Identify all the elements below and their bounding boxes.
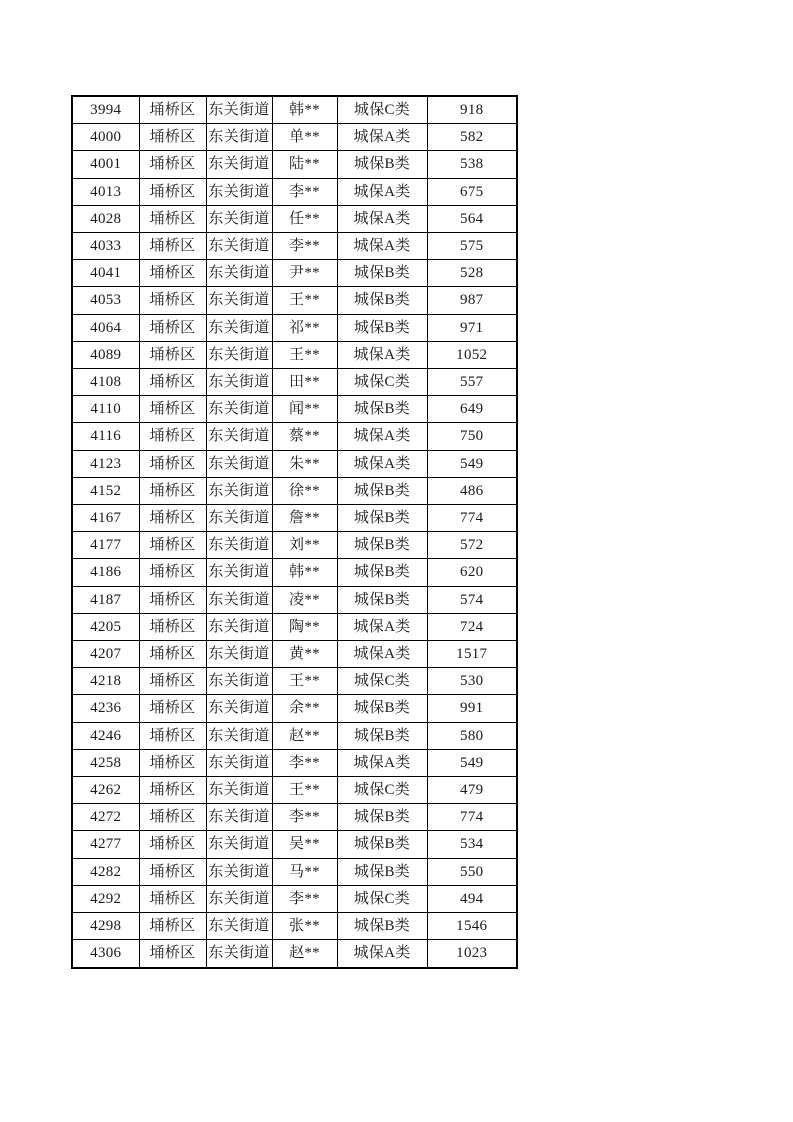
cell-district: 埇桥区 — [139, 668, 206, 695]
cell-category: 城保C类 — [337, 96, 427, 124]
cell-district: 埇桥区 — [139, 885, 206, 912]
cell-district: 埇桥区 — [139, 260, 206, 287]
cell-serial-number: 4205 — [72, 613, 139, 640]
cell-masked-name: 李** — [272, 804, 337, 831]
cell-street: 东关街道 — [206, 532, 272, 559]
cell-masked-name: 李** — [272, 885, 337, 912]
cell-amount: 918 — [427, 96, 517, 124]
cell-masked-name: 赵** — [272, 722, 337, 749]
table-row — [72, 151, 517, 178]
cell-category: 城保B类 — [337, 287, 427, 314]
cell-district: 埇桥区 — [139, 151, 206, 178]
cell-category: 城保A类 — [337, 205, 427, 232]
cell-category: 城保B类 — [337, 722, 427, 749]
table-row — [72, 831, 517, 858]
table-row — [72, 423, 517, 450]
cell-category: 城保C类 — [337, 885, 427, 912]
cell-category: 城保B类 — [337, 913, 427, 940]
cell-amount: 549 — [427, 450, 517, 477]
cell-street: 东关街道 — [206, 96, 272, 124]
cell-district: 埇桥区 — [139, 96, 206, 124]
cell-street: 东关街道 — [206, 559, 272, 586]
cell-amount: 530 — [427, 668, 517, 695]
table-row — [72, 450, 517, 477]
cell-street: 东关街道 — [206, 777, 272, 804]
cell-street: 东关街道 — [206, 341, 272, 368]
cell-serial-number: 4207 — [72, 641, 139, 668]
cell-category: 城保A类 — [337, 178, 427, 205]
cell-district: 埇桥区 — [139, 940, 206, 968]
cell-category: 城保B类 — [337, 858, 427, 885]
cell-district: 埇桥区 — [139, 124, 206, 151]
table-row — [72, 559, 517, 586]
table-row — [72, 641, 517, 668]
cell-serial-number: 4000 — [72, 124, 139, 151]
table-row — [72, 804, 517, 831]
cell-amount: 724 — [427, 613, 517, 640]
cell-category: 城保A类 — [337, 423, 427, 450]
cell-district: 埇桥区 — [139, 749, 206, 776]
cell-serial-number: 4064 — [72, 314, 139, 341]
cell-category: 城保B类 — [337, 260, 427, 287]
cell-serial-number: 4186 — [72, 559, 139, 586]
cell-street: 东关街道 — [206, 831, 272, 858]
cell-masked-name: 凌** — [272, 586, 337, 613]
cell-serial-number: 4262 — [72, 777, 139, 804]
cell-category: 城保C类 — [337, 668, 427, 695]
cell-district: 埇桥区 — [139, 287, 206, 314]
cell-street: 东关街道 — [206, 885, 272, 912]
cell-amount: 675 — [427, 178, 517, 205]
cell-masked-name: 王** — [272, 287, 337, 314]
cell-category: 城保B类 — [337, 314, 427, 341]
table-row — [72, 369, 517, 396]
cell-street: 东关街道 — [206, 804, 272, 831]
cell-district: 埇桥区 — [139, 586, 206, 613]
cell-street: 东关街道 — [206, 260, 272, 287]
cell-district: 埇桥区 — [139, 722, 206, 749]
table-row — [72, 260, 517, 287]
cell-amount: 649 — [427, 396, 517, 423]
table-row — [72, 233, 517, 260]
cell-district: 埇桥区 — [139, 369, 206, 396]
cell-category: 城保A类 — [337, 124, 427, 151]
cell-serial-number: 4089 — [72, 341, 139, 368]
cell-amount: 620 — [427, 559, 517, 586]
cell-serial-number: 4028 — [72, 205, 139, 232]
cell-serial-number: 4116 — [72, 423, 139, 450]
cell-masked-name: 王** — [272, 668, 337, 695]
cell-street: 东关街道 — [206, 695, 272, 722]
table-row — [72, 396, 517, 423]
cell-amount: 528 — [427, 260, 517, 287]
cell-category: 城保A类 — [337, 641, 427, 668]
cell-amount: 991 — [427, 695, 517, 722]
table-row — [72, 858, 517, 885]
cell-serial-number: 4292 — [72, 885, 139, 912]
cell-district: 埇桥区 — [139, 314, 206, 341]
cell-amount: 549 — [427, 749, 517, 776]
table-row — [72, 777, 517, 804]
cell-category: 城保A类 — [337, 940, 427, 968]
cell-street: 东关街道 — [206, 369, 272, 396]
table-row — [72, 532, 517, 559]
table-row — [72, 477, 517, 504]
cell-masked-name: 李** — [272, 178, 337, 205]
cell-street: 东关街道 — [206, 205, 272, 232]
cell-masked-name: 陶** — [272, 613, 337, 640]
cell-amount: 750 — [427, 423, 517, 450]
cell-district: 埇桥区 — [139, 450, 206, 477]
cell-category: 城保B类 — [337, 831, 427, 858]
cell-amount: 1546 — [427, 913, 517, 940]
cell-street: 东关街道 — [206, 423, 272, 450]
cell-masked-name: 刘** — [272, 532, 337, 559]
cell-masked-name: 黄** — [272, 641, 337, 668]
cell-district: 埇桥区 — [139, 505, 206, 532]
cell-serial-number: 4218 — [72, 668, 139, 695]
cell-district: 埇桥区 — [139, 477, 206, 504]
cell-district: 埇桥区 — [139, 423, 206, 450]
cell-amount: 582 — [427, 124, 517, 151]
subsidy-list-table — [71, 95, 518, 969]
cell-serial-number: 4110 — [72, 396, 139, 423]
table-row — [72, 885, 517, 912]
cell-category: 城保C类 — [337, 369, 427, 396]
cell-masked-name: 蔡** — [272, 423, 337, 450]
table-row — [72, 178, 517, 205]
cell-masked-name: 马** — [272, 858, 337, 885]
cell-street: 东关街道 — [206, 641, 272, 668]
cell-category: 城保A类 — [337, 233, 427, 260]
cell-district: 埇桥区 — [139, 205, 206, 232]
cell-masked-name: 詹** — [272, 505, 337, 532]
table-row — [72, 341, 517, 368]
cell-district: 埇桥区 — [139, 233, 206, 260]
table-row — [72, 287, 517, 314]
cell-street: 东关街道 — [206, 450, 272, 477]
cell-category: 城保B类 — [337, 695, 427, 722]
cell-serial-number: 4187 — [72, 586, 139, 613]
table-row — [72, 668, 517, 695]
cell-street: 东关街道 — [206, 913, 272, 940]
cell-amount: 774 — [427, 505, 517, 532]
table-row — [72, 124, 517, 151]
cell-serial-number: 4282 — [72, 858, 139, 885]
cell-district: 埇桥区 — [139, 695, 206, 722]
cell-masked-name: 李** — [272, 749, 337, 776]
cell-masked-name: 单** — [272, 124, 337, 151]
cell-category: 城保B类 — [337, 477, 427, 504]
cell-street: 东关街道 — [206, 722, 272, 749]
cell-street: 东关街道 — [206, 505, 272, 532]
cell-district: 埇桥区 — [139, 777, 206, 804]
cell-street: 东关街道 — [206, 613, 272, 640]
cell-masked-name: 祁** — [272, 314, 337, 341]
table-body — [72, 96, 517, 968]
table-row — [72, 205, 517, 232]
cell-street: 东关街道 — [206, 749, 272, 776]
cell-category: 城保B类 — [337, 586, 427, 613]
cell-amount: 494 — [427, 885, 517, 912]
cell-serial-number: 4001 — [72, 151, 139, 178]
cell-masked-name: 王** — [272, 341, 337, 368]
cell-amount: 557 — [427, 369, 517, 396]
cell-serial-number: 4306 — [72, 940, 139, 968]
cell-masked-name: 陆** — [272, 151, 337, 178]
cell-district: 埇桥区 — [139, 341, 206, 368]
cell-street: 东关街道 — [206, 940, 272, 968]
cell-street: 东关街道 — [206, 151, 272, 178]
cell-category: 城保B类 — [337, 396, 427, 423]
cell-amount: 572 — [427, 532, 517, 559]
cell-serial-number: 4033 — [72, 233, 139, 260]
cell-masked-name: 田** — [272, 369, 337, 396]
cell-category: 城保A类 — [337, 749, 427, 776]
cell-masked-name: 朱** — [272, 450, 337, 477]
cell-serial-number: 4272 — [72, 804, 139, 831]
cell-serial-number: 4108 — [72, 369, 139, 396]
cell-category: 城保C类 — [337, 777, 427, 804]
cell-serial-number: 4246 — [72, 722, 139, 749]
cell-amount: 564 — [427, 205, 517, 232]
cell-masked-name: 韩** — [272, 559, 337, 586]
cell-street: 东关街道 — [206, 396, 272, 423]
cell-masked-name: 张** — [272, 913, 337, 940]
cell-serial-number: 4167 — [72, 505, 139, 532]
table-row — [72, 940, 517, 968]
cell-amount: 774 — [427, 804, 517, 831]
cell-amount: 575 — [427, 233, 517, 260]
cell-masked-name: 吴** — [272, 831, 337, 858]
table-row — [72, 749, 517, 776]
table-row — [72, 722, 517, 749]
cell-category: 城保B类 — [337, 151, 427, 178]
cell-amount: 574 — [427, 586, 517, 613]
cell-district: 埇桥区 — [139, 396, 206, 423]
cell-serial-number: 4013 — [72, 178, 139, 205]
cell-amount: 486 — [427, 477, 517, 504]
cell-street: 东关街道 — [206, 477, 272, 504]
cell-amount: 971 — [427, 314, 517, 341]
cell-masked-name: 尹** — [272, 260, 337, 287]
cell-amount: 538 — [427, 151, 517, 178]
cell-amount: 1052 — [427, 341, 517, 368]
cell-serial-number: 4152 — [72, 477, 139, 504]
cell-category: 城保B类 — [337, 559, 427, 586]
cell-district: 埇桥区 — [139, 831, 206, 858]
cell-masked-name: 赵** — [272, 940, 337, 968]
cell-serial-number: 4236 — [72, 695, 139, 722]
cell-category: 城保B类 — [337, 505, 427, 532]
cell-street: 东关街道 — [206, 287, 272, 314]
cell-street: 东关街道 — [206, 178, 272, 205]
cell-district: 埇桥区 — [139, 858, 206, 885]
cell-amount: 534 — [427, 831, 517, 858]
cell-district: 埇桥区 — [139, 641, 206, 668]
cell-masked-name: 李** — [272, 233, 337, 260]
cell-serial-number: 3994 — [72, 96, 139, 124]
cell-category: 城保B类 — [337, 804, 427, 831]
cell-amount: 580 — [427, 722, 517, 749]
table-row — [72, 96, 517, 124]
cell-district: 埇桥区 — [139, 178, 206, 205]
cell-district: 埇桥区 — [139, 559, 206, 586]
cell-street: 东关街道 — [206, 858, 272, 885]
cell-serial-number: 4258 — [72, 749, 139, 776]
cell-street: 东关街道 — [206, 586, 272, 613]
cell-amount: 1023 — [427, 940, 517, 968]
cell-serial-number: 4298 — [72, 913, 139, 940]
table-row — [72, 613, 517, 640]
cell-category: 城保A类 — [337, 341, 427, 368]
cell-serial-number: 4041 — [72, 260, 139, 287]
cell-amount: 479 — [427, 777, 517, 804]
cell-masked-name: 王** — [272, 777, 337, 804]
cell-masked-name: 徐** — [272, 477, 337, 504]
table-row — [72, 586, 517, 613]
cell-category: 城保A类 — [337, 450, 427, 477]
cell-district: 埇桥区 — [139, 532, 206, 559]
cell-district: 埇桥区 — [139, 913, 206, 940]
cell-street: 东关街道 — [206, 124, 272, 151]
cell-masked-name: 韩** — [272, 96, 337, 124]
cell-serial-number: 4053 — [72, 287, 139, 314]
cell-amount: 987 — [427, 287, 517, 314]
cell-street: 东关街道 — [206, 668, 272, 695]
cell-category: 城保A类 — [337, 613, 427, 640]
cell-serial-number: 4123 — [72, 450, 139, 477]
table-row — [72, 913, 517, 940]
table-row — [72, 505, 517, 532]
cell-serial-number: 4177 — [72, 532, 139, 559]
cell-masked-name: 任** — [272, 205, 337, 232]
cell-category: 城保B类 — [337, 532, 427, 559]
cell-district: 埇桥区 — [139, 804, 206, 831]
table-row — [72, 314, 517, 341]
cell-masked-name: 余** — [272, 695, 337, 722]
cell-street: 东关街道 — [206, 233, 272, 260]
table-row — [72, 695, 517, 722]
cell-amount: 1517 — [427, 641, 517, 668]
cell-district: 埇桥区 — [139, 613, 206, 640]
cell-serial-number: 4277 — [72, 831, 139, 858]
cell-street: 东关街道 — [206, 314, 272, 341]
cell-amount: 550 — [427, 858, 517, 885]
cell-masked-name: 闻** — [272, 396, 337, 423]
